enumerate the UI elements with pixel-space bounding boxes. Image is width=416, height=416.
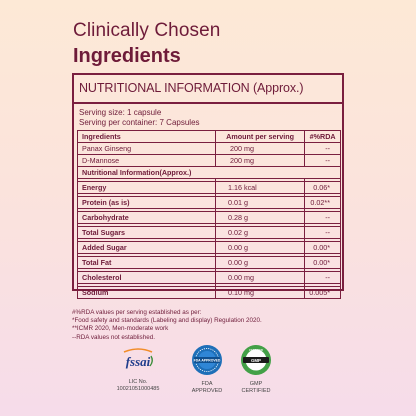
section-empty-cell [305,167,341,179]
ingredient-amount: 200 mg [215,155,304,167]
nutrient-amount: 0.00 g [215,257,304,269]
table-row [78,182,341,194]
nutrient-amount: 0.01 g [215,197,304,209]
nutrient-amount: 0.02 g [215,227,304,239]
fssai-logo-icon [118,344,158,374]
table-row [78,197,341,209]
gmp-certified-seal-icon [240,344,272,376]
nutrient-rda: 0.00* [305,242,341,254]
header-rda: #%RDA [305,131,341,143]
table-row [78,212,341,224]
nutrient-amount: 1.16 kcal [215,182,304,194]
nutrient-amount: 0.10 mg [215,287,304,299]
gmp-ring-text: CERTIFIED [249,349,263,353]
serving-size: Serving size: 1 capsule [79,108,162,117]
fda-caption-1: FDA [201,381,213,387]
gmp-caption-2: CERTIFIED [241,387,271,394]
gmp-caption-1: GMP [249,381,263,387]
fssai-logo-text: fssai [125,354,151,369]
fssai-caption-1: LIC No. [128,379,148,385]
nutrient-name: Protein (as is) [78,197,216,209]
table-header-row [78,131,341,143]
table-row [78,257,341,269]
table-row [78,242,341,254]
nutrient-name: Energy [78,182,216,194]
gmp-badge [236,344,276,394]
fda-caption-2: APPROVED [191,387,223,394]
nutrient-amount: 0.00 mg [215,272,304,284]
table-row [78,143,341,155]
footnotes [72,309,262,342]
heading-line-2: Ingredients [73,45,181,67]
table-row [78,155,341,167]
table-row [78,287,341,299]
section-label: Nutritional Information(Approx.) [78,167,305,179]
fssai-caption-2: 10021051000485 [116,385,160,392]
gmp-seal-text: GMP [250,357,262,363]
ingredient-name: D-Mannose [78,155,216,167]
footnote-line: #%RDA values per serving established as per: [72,309,202,316]
nutrient-rda: 0.02** [305,197,341,209]
ingredient-amount: 200 mg [215,143,304,155]
ingredient-rda: -- [305,155,341,167]
fda-seal-text: FDA APPROVED [193,358,221,363]
nutrient-rda: -- [305,272,341,284]
title-divider [74,102,342,104]
ingredient-name: Panax Ginseng [78,143,216,155]
footnote-line: **ICMR 2020, Men-moderate work [72,325,169,333]
nutrition-panel [72,73,344,297]
page-heading [73,20,220,68]
fda-approved-seal-icon [191,344,223,376]
header-ingredients: Ingredients [78,131,216,143]
nutrient-rda: -- [305,212,341,224]
fda-badge [184,344,230,394]
nutrient-rda: 0.00* [305,257,341,269]
footnote-line: --RDA values not established. [72,333,155,341]
table-row [78,227,341,239]
nutrient-rda: -- [305,227,341,239]
fssai-badge [108,344,168,392]
panel-title: NUTRITIONAL INFORMATION (Approx.) [79,81,304,95]
nutrient-name: Cholesterol [78,272,216,284]
header-amount: Amount per serving [215,131,304,143]
nutrient-name: Sodium [78,287,216,299]
section-row [78,167,341,179]
nutrient-amount: 0.00 g [215,242,304,254]
nutrient-name: Added Sugar [78,242,216,254]
nutrient-name: Total Fat [78,257,216,269]
table-row [78,272,341,284]
footnote-line: *Food safety and standards (Labeling and display) Regulation 2020. [72,317,262,325]
nutrient-rda: 0.06* [305,182,341,194]
heading-line-1: Clinically Chosen [73,20,221,41]
nutrient-amount: 0.28 g [215,212,304,224]
ingredient-rda: -- [305,143,341,155]
nutrient-name: Carbohydrate [78,212,216,224]
serving-per-container: Serving per container: 7 Capsules [79,118,200,127]
nutrient-name: Total Sugars [78,227,216,239]
nutrient-rda: 0.005* [305,287,341,299]
nutrition-table [77,130,341,299]
